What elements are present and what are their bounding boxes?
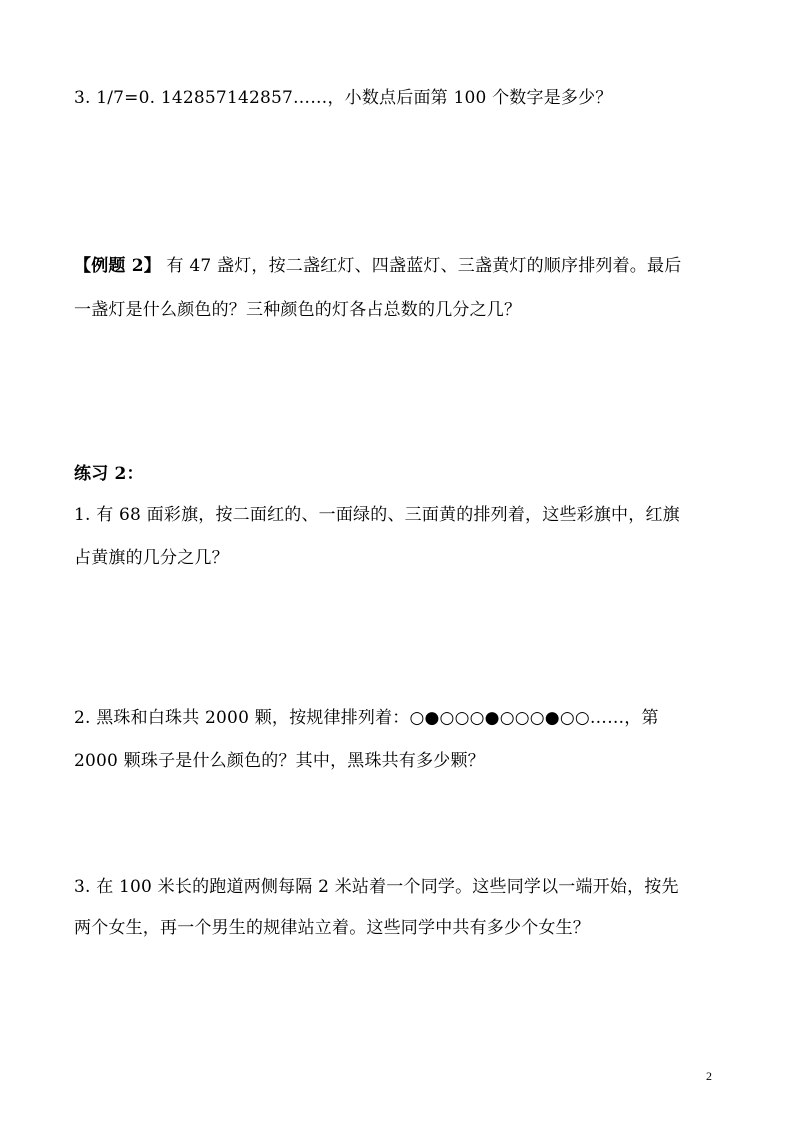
practice-q1-line-1: 1. 有 68 面彩旗，按二面红的、一面绿的、三面黄的排列着，这些彩旗中，红旗 <box>74 505 680 525</box>
practice-q2-line-2: 2000 颗珠子是什么颜色的？其中，黑珠共有多少颗？ <box>74 751 485 771</box>
practice-q3-line-1: 3. 在 100 米长的跑道两侧每隔 2 米站着一个同学。这些同学以一端开始，按先 <box>74 877 679 897</box>
example-2-line-2: 一盏灯是什么颜色的？三种颜色的灯各占总数的几分之几？ <box>74 300 522 320</box>
example-2-text-1: 有 47 盏灯，按二盏红灯、四盏蓝灯、三盏黄灯的顺序排列着。最后 <box>160 256 682 276</box>
problem-3-text: 3. 1/7=0. 142857142857……，小数点后面第 100 个数字是多少？ <box>74 88 613 108</box>
practice-q1-line-2: 占黄旗的几分之几？ <box>74 548 229 568</box>
practice-q3-line-2: 两个女生，再一个男生的规律站立着。这些同学中共有多少个女生？ <box>74 918 590 938</box>
page-number: 2 <box>706 1069 712 1083</box>
example-2-line-1 <box>74 256 681 276</box>
practice-2-heading: 练习 2： <box>74 464 144 484</box>
practice-q2-line-1: 2. 黑珠和白珠共 2000 颗，按规律排列着：○●○○○●○○○●○○……，第 <box>74 708 659 728</box>
example-2-label: 【例题 2】 <box>74 256 161 276</box>
